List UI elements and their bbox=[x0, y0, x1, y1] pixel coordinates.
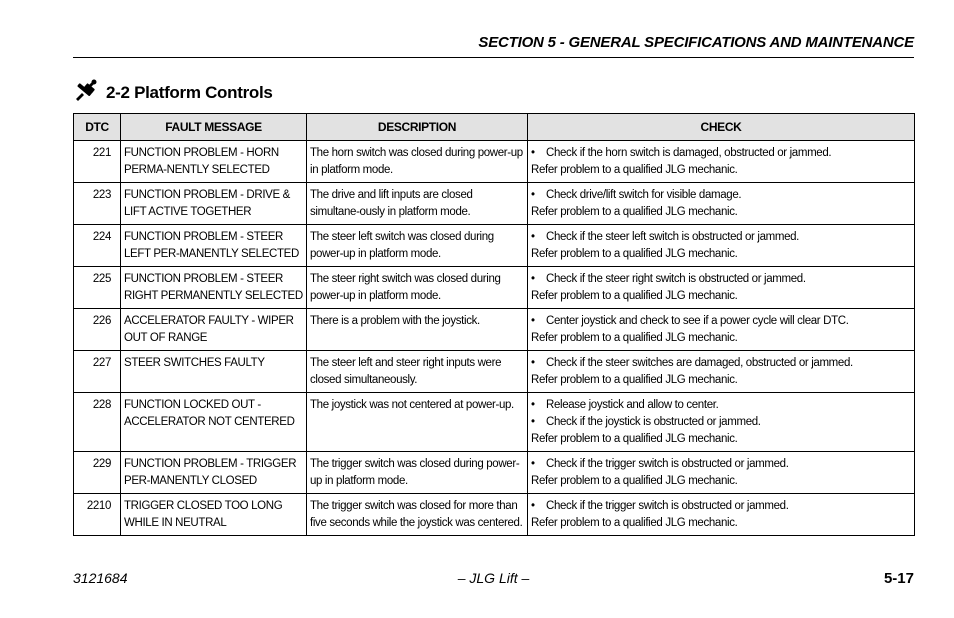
check-item bbox=[531, 355, 911, 372]
col-header-fault-message: FAULT MESSAGE bbox=[121, 114, 307, 141]
check-item-text: Check if the joystick is obstructed or jammed. bbox=[546, 416, 761, 428]
table-row bbox=[74, 267, 915, 309]
refer-note: Refer problem to a qualified JLG mechanic. bbox=[531, 290, 738, 302]
check-item bbox=[531, 187, 911, 204]
dtc-code: 224 bbox=[74, 225, 121, 267]
dtc-code: 2210 bbox=[74, 494, 121, 536]
fault-description: The steer left switch was closed during power-up in platform mode. bbox=[307, 225, 528, 267]
col-header-check: CHECK bbox=[528, 114, 915, 141]
refer-note: Refer problem to a qualified JLG mechanic. bbox=[531, 206, 738, 218]
check-list bbox=[531, 187, 911, 204]
check-item-text: Check if the steer switches are damaged, obstructed or jammed. bbox=[546, 357, 853, 369]
table-row bbox=[74, 225, 915, 267]
check-cell bbox=[528, 141, 915, 183]
check-cell bbox=[528, 309, 915, 351]
fault-message: FUNCTION LOCKED OUT - ACCELERATOR NOT CENTERED bbox=[121, 393, 307, 452]
dtc-code: 223 bbox=[74, 183, 121, 225]
check-list bbox=[531, 313, 911, 330]
refer-note: Refer problem to a qualified JLG mechanic. bbox=[531, 248, 738, 260]
page-number: 5-17 bbox=[883, 570, 914, 587]
check-list bbox=[531, 145, 911, 162]
check-item bbox=[531, 498, 911, 515]
check-item-text: Check if the horn switch is damaged, obstructed or jammed. bbox=[546, 147, 832, 159]
col-header-dtc: DTC bbox=[74, 114, 121, 141]
fault-description: The trigger switch was closed for more than five seconds while the joystick was centered. bbox=[307, 494, 528, 536]
check-item-text: Check drive/lift switch for visible damage. bbox=[546, 189, 742, 201]
table-row bbox=[74, 309, 915, 351]
check-item-text: Center joystick and check to see if a power cycle will clear DTC. bbox=[546, 315, 849, 327]
refer-note: Refer problem to a qualified JLG mechanic. bbox=[531, 517, 738, 529]
check-item-text: Check if the steer left switch is obstructed or jammed. bbox=[546, 231, 800, 243]
fault-description: There is a problem with the joystick. bbox=[307, 309, 528, 351]
fault-description: The steer left and steer right inputs were closed simultaneously. bbox=[307, 351, 528, 393]
check-list bbox=[531, 498, 911, 515]
check-list bbox=[531, 271, 911, 288]
table-row bbox=[74, 351, 915, 393]
check-item-text: Release joystick and allow to center. bbox=[546, 399, 719, 411]
footer-brand: – JLG Lift – bbox=[457, 570, 530, 586]
fault-description: The drive and lift inputs are closed simultane-ously in platform mode. bbox=[307, 183, 528, 225]
check-item bbox=[531, 145, 911, 162]
table-row bbox=[74, 393, 915, 452]
check-item bbox=[531, 397, 911, 414]
refer-note: Refer problem to a qualified JLG mechanic. bbox=[531, 164, 738, 176]
check-cell bbox=[528, 225, 915, 267]
check-list bbox=[531, 229, 911, 246]
fault-message: FUNCTION PROBLEM - DRIVE & LIFT ACTIVE TOGETHER bbox=[121, 183, 307, 225]
dtc-table bbox=[73, 113, 915, 536]
fault-message: FUNCTION PROBLEM - TRIGGER PER-MANENTLY CLOSED bbox=[121, 452, 307, 494]
col-header-description: DESCRIPTION bbox=[307, 114, 528, 141]
fault-description: The joystick was not centered at power-up. bbox=[307, 393, 528, 452]
section-header: SECTION 5 - GENERAL SPECIFICATIONS AND MAINTENANCE bbox=[478, 34, 914, 51]
header-divider bbox=[73, 57, 914, 58]
check-item bbox=[531, 313, 911, 330]
check-list bbox=[531, 397, 911, 431]
dtc-code: 228 bbox=[74, 393, 121, 452]
check-list bbox=[531, 355, 911, 372]
table-row bbox=[74, 141, 915, 183]
check-list bbox=[531, 456, 911, 473]
table-row bbox=[74, 183, 915, 225]
dtc-code: 227 bbox=[74, 351, 121, 393]
refer-note: Refer problem to a qualified JLG mechanic. bbox=[531, 433, 738, 445]
fault-description: The steer right switch was closed during power-up in platform mode. bbox=[307, 267, 528, 309]
check-cell bbox=[528, 393, 915, 452]
wrench-hammer-icon bbox=[73, 78, 99, 109]
refer-note: Refer problem to a qualified JLG mechanic. bbox=[531, 374, 738, 386]
dtc-code: 229 bbox=[74, 452, 121, 494]
table-row bbox=[74, 452, 915, 494]
dtc-code: 226 bbox=[74, 309, 121, 351]
check-item-text: Check if the trigger switch is obstructed or jammed. bbox=[546, 458, 789, 470]
table-header-row bbox=[74, 114, 915, 141]
fault-message: FUNCTION PROBLEM - STEER LEFT PER-MANENTLY SELECTED bbox=[121, 225, 307, 267]
refer-note: Refer problem to a qualified JLG mechanic. bbox=[531, 475, 738, 487]
check-cell bbox=[528, 494, 915, 536]
fault-description: The horn switch was closed during power-up in platform mode. bbox=[307, 141, 528, 183]
fault-message: TRIGGER CLOSED TOO LONG WHILE IN NEUTRAL bbox=[121, 494, 307, 536]
check-item bbox=[531, 229, 911, 246]
check-cell bbox=[528, 351, 915, 393]
fault-message: ACCELERATOR FAULTY - WIPER OUT OF RANGE bbox=[121, 309, 307, 351]
fault-message: FUNCTION PROBLEM - HORN PERMA-NENTLY SELECTED bbox=[121, 141, 307, 183]
check-item bbox=[531, 414, 911, 431]
check-cell bbox=[528, 452, 915, 494]
table-row bbox=[74, 494, 915, 536]
check-item-text: Check if the steer right switch is obstructed or jammed. bbox=[546, 273, 806, 285]
fault-message: FUNCTION PROBLEM - STEER RIGHT PERMANENTLY SELECTED bbox=[121, 267, 307, 309]
check-cell bbox=[528, 267, 915, 309]
check-item bbox=[531, 271, 911, 288]
dtc-code: 225 bbox=[74, 267, 121, 309]
check-item-text: Check if the trigger switch is obstructed or jammed. bbox=[546, 500, 789, 512]
dtc-code: 221 bbox=[74, 141, 121, 183]
check-cell bbox=[528, 183, 915, 225]
section-heading bbox=[73, 80, 273, 106]
doc-number: 3121684 bbox=[73, 570, 128, 586]
page-title: 2-2 Platform Controls bbox=[106, 83, 273, 102]
fault-description: The trigger switch was closed during power-up in platform mode. bbox=[307, 452, 528, 494]
fault-message: STEER SWITCHES FAULTY bbox=[121, 351, 307, 393]
refer-note: Refer problem to a qualified JLG mechanic. bbox=[531, 332, 738, 344]
check-item bbox=[531, 456, 911, 473]
